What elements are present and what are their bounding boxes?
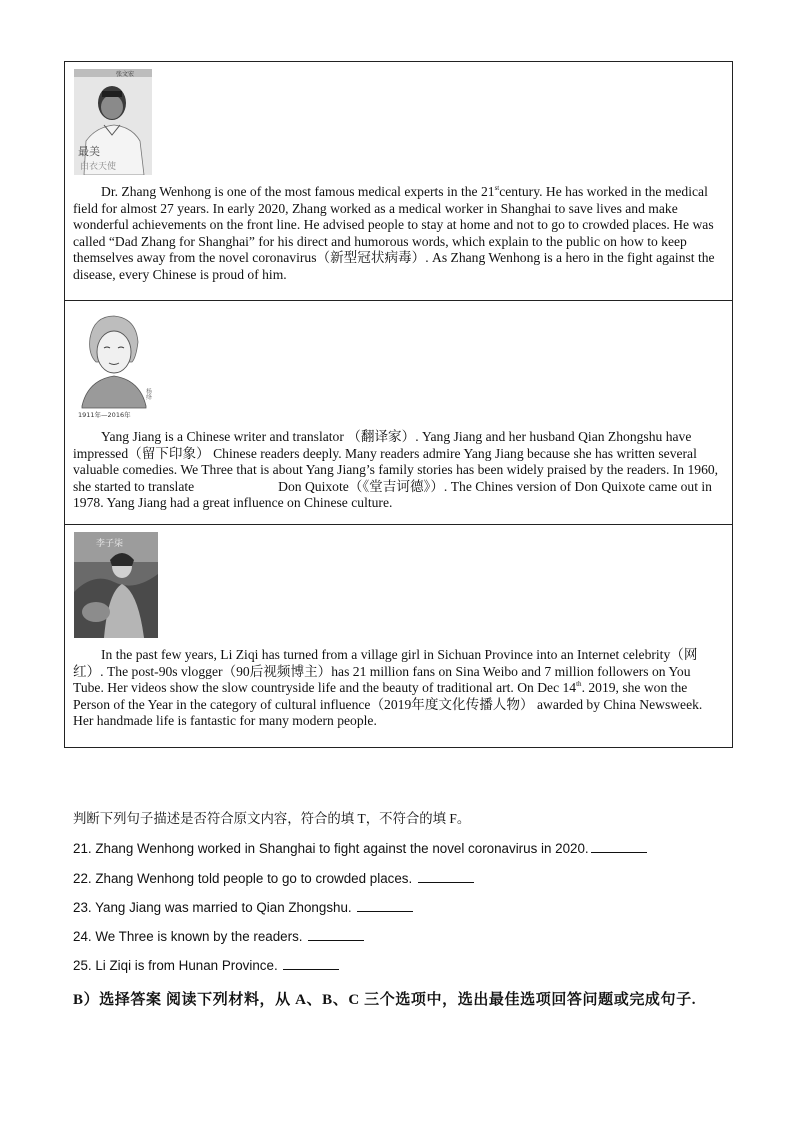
passage-yang-jiang <box>65 301 732 525</box>
answer-blank[interactable] <box>283 959 339 970</box>
answer-blank[interactable] <box>418 872 474 883</box>
passage-text: In the past few years, Li Ziqi has turned from a village girl in Sichuan Province into an Internet celebrity（网红）. The post-90s vlogger（90后视频博主）has 21 million fans on Sina Weibo and 7 million followers on You Tube. Her videos show the slow countryside life and the beauty of traditional art. On Dec 14th. 2019, she won the Person of the Year in the category of cultural influence（2019年度文化传播人物） awarded by China Newsweek. Her handmade life is fantastic for many modern people. <box>73 647 703 729</box>
zhang-wenhong-photo <box>74 69 152 175</box>
li-ziqi-photo <box>74 532 158 638</box>
answer-blank[interactable] <box>591 842 647 853</box>
passage-text: Yang Jiang is a Chinese writer and translator （翻译家）. Yang Jiang and her husband Qian Zhongshu have impressed（留下印象） Chinese readers deeply. Many readers admire Yang Jiang because she has written several valuable comedies. We Three that is about Yang Jiang’s family stories has been widely praised by the readers. In 1960, she started to translate Don Quixote（《堂吉诃德》）. The Chines version of Don Quixote came out in 1978. Yang Jiang had a great influence on Chinese culture. <box>73 429 719 511</box>
reading-table <box>64 61 733 748</box>
photo-signature: 杨绛 <box>144 388 152 400</box>
answer-blank[interactable] <box>308 930 364 941</box>
passage-zhang-wenhong <box>65 62 732 301</box>
question-25: 25. Li Ziqi is from Hunan Province. <box>73 958 339 973</box>
passage-li-ziqi <box>65 525 732 747</box>
question-24: 24. We Three is known by the readers. <box>73 929 364 944</box>
question-22: 22. Zhang Wenhong told people to go to crowded places. <box>73 871 474 886</box>
passage-text: Dr. Zhang Wenhong is one of the most famous medical experts in the 21stcentury. He has worked in the medical field for almost 27 years. In early 2020, Zhang worked as a medical worker in Shanghai to save lives and make wonderful achievements on the front line. He advised people to stay at home and not to go to crowded places. He was called “Dad Zhang for Shanghai” for his direct and humorous words, which explain to the public on how to keep themselves away from the novel coronavirus（新型冠状病毒）. As Zhang Wenhong is a hero in the fight against the disease, every Chinese is proud of him. <box>73 184 715 282</box>
question-23: 23. Yang Jiang was married to Qian Zhongshu. <box>73 900 413 915</box>
yang-jiang-photo <box>74 308 156 420</box>
photo-overlay-text: 李子柒 <box>96 539 124 549</box>
photo-overlay-text: 白衣天使 <box>80 162 117 172</box>
photo-overlay-text: 最美 <box>78 145 100 158</box>
answer-blank[interactable] <box>357 901 413 912</box>
photo-caption: 张文宏 <box>116 71 135 78</box>
section-b-heading: B）选择答案 阅读下列材料，从 A、B、C 三个选项中，选出最佳选项回答问题或完成句子. <box>73 992 697 1008</box>
question-21: 21. Zhang Wenhong worked in Shanghai to fight against the novel coronavirus in 2020. <box>73 841 647 856</box>
photo-caption: 1911年—2016年 <box>78 411 131 419</box>
instruction-text: 判断下列句子描述是否符合原文内容，符合的填 T，不符合的填 F。 <box>73 811 471 826</box>
